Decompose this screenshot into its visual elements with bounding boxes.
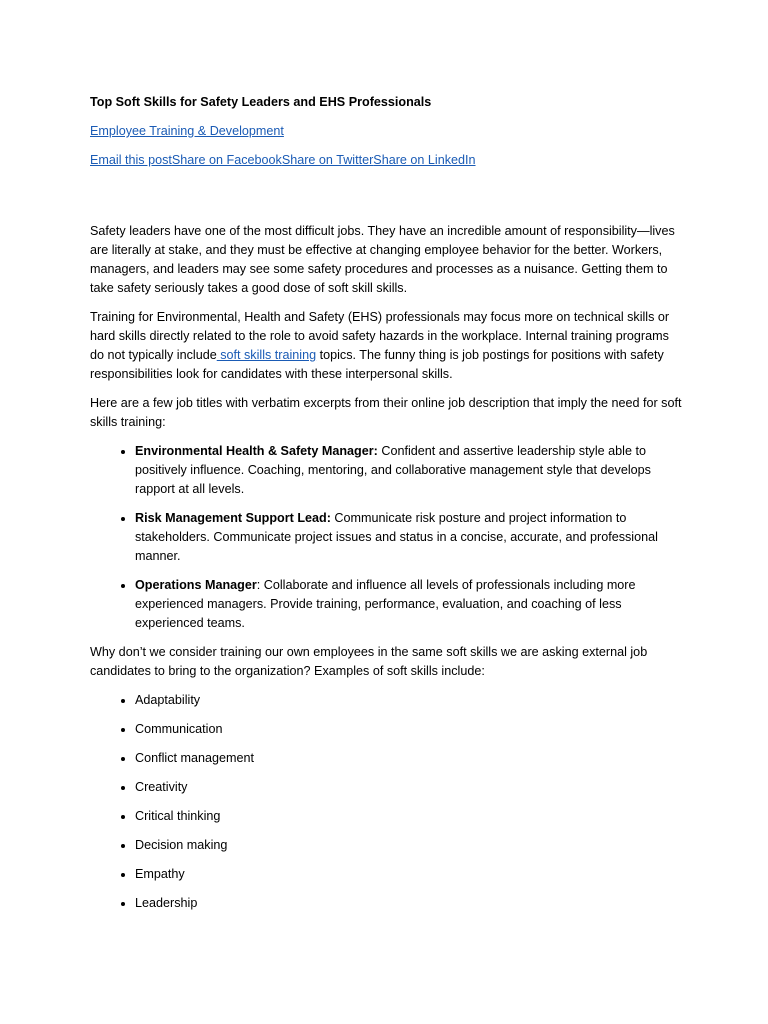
job-title: Environmental Health & Safety Manager: [135,444,378,458]
share-links [90,151,682,170]
training-paragraph [90,308,682,384]
training-text-after: topics. The funny thing is job postings for positions with safety responsibilities look for candidates with these interpersonal skills. [90,348,664,381]
category-line [90,122,682,141]
skill-item: • Communication [135,720,682,739]
skill-item: • Creativity [135,778,682,797]
page-title: Top Soft Skills for Safety Leaders and EHS Professionals [90,95,432,109]
job-description: Confident and assertive leadership style able to positively influence. Coaching, mentoring, and collaborative management style that develops rapport at all levels. [135,444,651,496]
email-post-link[interactable]: Email this post [90,153,172,167]
job-description: : Collaborate and influence all levels of professionals including more experienced managers. Provide training, performance, evaluation, and coaching of less experienced teams. [135,578,636,630]
soft-skills-question: Why don’t we consider training our own employees in the same soft skills we are asking external job candidates to bring to the organization? Examples of soft skills include: [90,645,648,678]
skill-item: • Adaptability [135,691,682,710]
share-linkedin-link[interactable]: Share on LinkedIn [373,153,476,167]
job-description: Communicate risk posture and project information to stakeholders. Communicate project issues and status in a concise, accurate, and professional manner. [135,511,658,563]
skill-item: • Conflict management [135,749,682,768]
job-title: Operations Manager [135,578,257,592]
skill-item: • Decision making [135,836,682,855]
document-page [90,93,682,923]
spacer [90,180,682,222]
skill-item: • Critical thinking [135,807,682,826]
intro-paragraph: Safety leaders have one of the most difficult jobs. They have an incredible amount of responsibility—lives are literally at stake, and they must be effective at changing employee behavior for the better. Workers, managers, and leaders may see some safety procedures and processes as a nuisance. Getting them to take safety seriously takes a good dose of soft skill skills. [90,224,675,295]
share-twitter-link[interactable]: Share on Twitter [281,153,374,167]
job-item [135,442,682,499]
job-list [90,442,682,633]
skill-item: • Leadership [135,894,682,913]
job-title: Risk Management Support Lead: [135,511,331,525]
skills-list [90,691,682,913]
job-item [135,509,682,566]
share-facebook-link[interactable]: Share on Facebook [171,153,282,167]
skill-item: • Empathy [135,865,682,884]
soft-skills-training-link[interactable]: soft skills training [216,348,317,362]
job-titles-intro: Here are a few job titles with verbatim excerpts from their online job description that imply the need for soft skills training: [90,396,682,429]
training-text-before: Training for Environmental, Health and Safety (EHS) professionals may focus more on technical skills or hard skills directly related to the role to avoid safety hazards in the workplace. Internal training programs do not typically include [90,310,670,362]
category-link[interactable]: Employee Training & Development [90,124,284,138]
job-item [135,576,682,633]
